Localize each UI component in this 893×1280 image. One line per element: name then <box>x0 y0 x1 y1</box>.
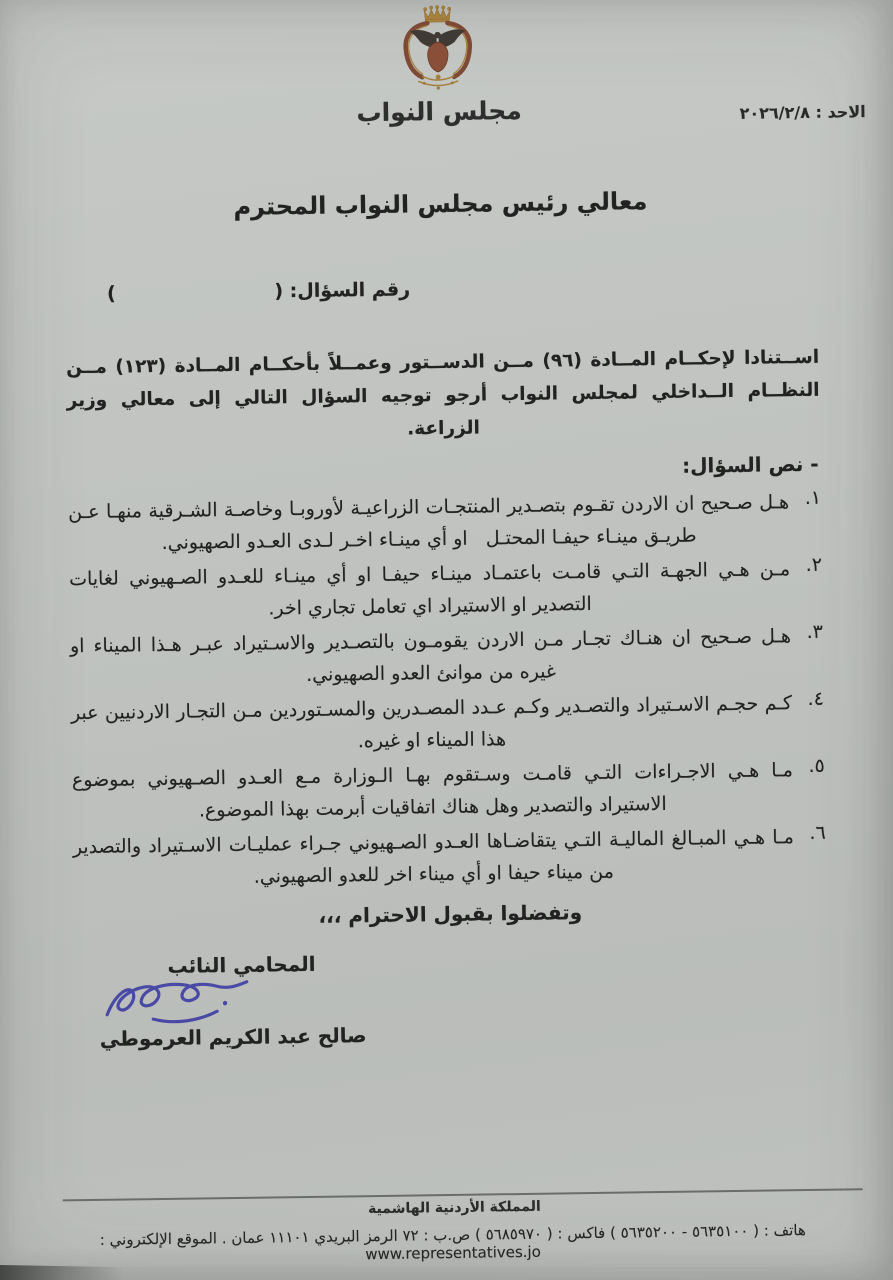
question-item-number: ٢. <box>805 553 823 576</box>
question-item-text: هـل صـحيح ان هنـاك تجـار مـن الاردن يقومـون بالتصـدير والاسـتيراد عبـر هـذا الميناء او غيره من موانئ العدو الصهيوني. <box>69 625 792 686</box>
question-item <box>73 821 827 896</box>
question-item <box>72 754 826 829</box>
letter-title: معالي رئيس مجلس النواب المحترم <box>233 187 648 221</box>
question-item-text: مـن هـي الجهـة التـي قامـت باعتمـاد مينـاء حيفـا او أي مينـاء للعـدو الصـهيوني لغايات التصدير او الاستيراد اي تعامل تجاري اخر. <box>68 558 791 620</box>
question-item-text: مـا هـي المبـالغ الماليـة التـي يتقاضـاها العـدو الصـهيوني جـراء عمليـات الاسـتيراد والتصدير من ميناء حيفا او أي ميناء اخر للعدو الصهيوني. <box>72 826 794 888</box>
closing-salutation: وتفضلوا بقبول الاحترام ،،، <box>318 900 583 928</box>
question-item-text: مـا هـي الاجـراءات التـي قامـت وسـتقوم بهـا الـوزارة مـع العـدو الصـهيوني بموضوع الاستيراد والتصدير وهل هناك اتفاقيات أبرمت بهذا الموضوع. <box>71 759 794 822</box>
footer-contact-line: هاتف : ( ٥٦٣٥١٠٠ - ٥٦٣٥٢٠٠ ) فاكس : ( ٥٦٨٥٩٧٠ ) ص.ب : ٧٢ الرمز البريدي ١١١٠١ عمان . الموقع الإلكتروني : www.representatives.jo <box>99 1221 806 1264</box>
jordan-coat-of-arms-icon <box>387 3 488 96</box>
handwritten-signature-icon <box>97 973 258 1029</box>
coat-of-arms-graphic <box>387 3 488 96</box>
legal-basis-paragraph: اســتنادا لإحكــام المــادة (٩٦) مــن الدســتور وعمــلاً بأحكــام المــادة (١٢٣) مــن النظــام الــداخلي لمجلس النواب أرجو توجيه السؤال التالي إلى معالي وزير الزراعة. <box>66 346 820 440</box>
signature-ink-graphic <box>97 973 258 1030</box>
question-item <box>70 620 824 695</box>
signer-name: صالح عبد الكريم العرموطي <box>99 1023 367 1051</box>
parliament-name-calligraphy: مجلس النواب <box>356 95 522 128</box>
signer-title: المحامي النائب <box>167 951 316 978</box>
question-text-label: - نص السؤال: <box>681 451 819 478</box>
question-item-text: هـل صـحيح ان الاردن تقـوم بتصـدير المنتجـات الزراعيـة لأوروبـا وخاصـة الشـرقية منهـا عـن طريـق مينـاء حيفـا المحتـل او أي مينـاء اخـر لـدى العـدو الصهيوني. <box>68 491 790 554</box>
question-item-number: ٦. <box>809 821 826 844</box>
scan-edge-shadow <box>0 1265 124 1280</box>
letter-date: الاحد : ٢٠٢٦/٢/٨ <box>739 102 866 123</box>
question-item-number: ٥. <box>808 754 825 777</box>
letter-body <box>66 341 827 931</box>
question-number-field: رقم السؤال: ( ) <box>106 278 411 305</box>
question-item <box>68 486 822 561</box>
question-item <box>71 687 825 762</box>
question-item-number: ٤. <box>807 687 825 710</box>
kingdom-name-calligraphy: المملكة الأردنية الهاشمية <box>367 1198 541 1218</box>
question-item-number: ٣. <box>806 620 824 643</box>
question-item-text: كـم حجـم الاسـتيراد والتصـدير وكـم عـدد المصـدرين والمسـتوردين مـن التجـار الاردنيين عبر هذا الميناء او غيره. <box>70 692 793 753</box>
question-list <box>68 486 826 895</box>
question-item-number: ١. <box>804 486 822 509</box>
question-item <box>69 553 823 628</box>
